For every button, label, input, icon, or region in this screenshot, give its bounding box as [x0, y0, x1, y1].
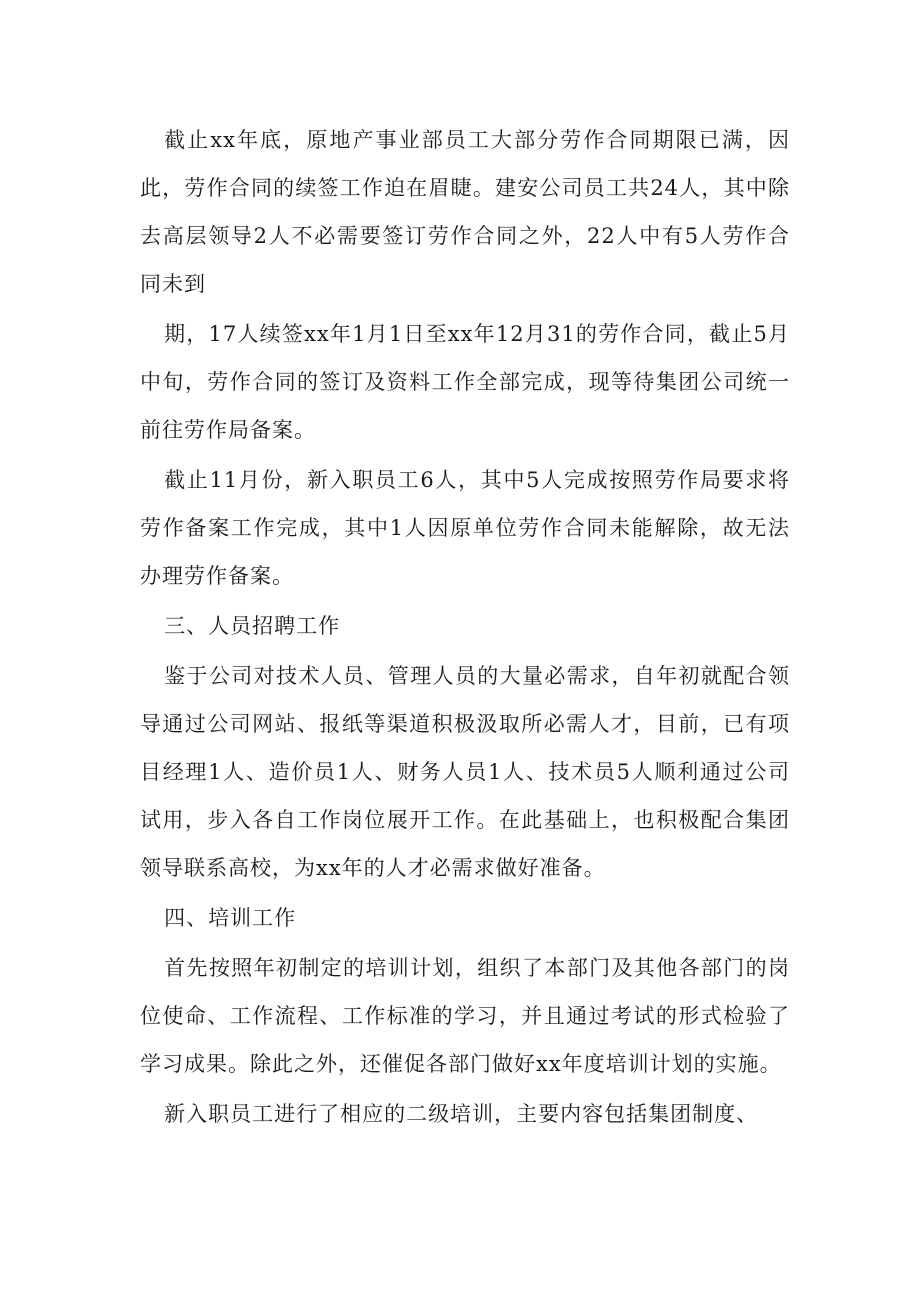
- document-body: [140, 116, 790, 1138]
- paragraph-contract-completion: 期，17人续签xx年1月1日至xx年12月31的劳作合同，截止5月中旬，劳作合同的签订及资料工作全部完成，现等待集团公司统一前往劳作局备案。: [140, 322, 790, 442]
- section-heading-recruitment: 三、人员招聘工作: [164, 614, 341, 638]
- section-heading-training: 四、培训工作: [164, 906, 297, 930]
- paragraph-new-employees: 截止11月份，新入职员工6人，其中5人完成按照劳作局要求将劳作备案工作完成，其中1人因原单位劳作合同未能解除，故无法办理劳作备案。: [140, 468, 790, 588]
- paragraph-recruitment: 鉴于公司对技术人员、管理人员的大量必需求，自年初就配合领导通过公司网站、报纸等渠道积极汲取所必需人才，目前，已有项目经理1人、造价员1人、财务人员1人、技术员5人顺利通过公司试用，步入各自工作岗位展开工作。在此基础上，也积极配合集团领导联系高校，为xx年的人才必需求做好准备。: [140, 664, 790, 880]
- paragraph-training-plan: 首先按照年初制定的培训计划，组织了本部门及其他各部门的岗位使命、工作流程、工作标准的学习，并且通过考试的形式检验了学习成果。除此之外，还催促各部门做好xx年度培训计划的实施。: [140, 956, 790, 1076]
- paragraph-contract-renewal: 截止xx年底，原地产事业部员工大部分劳作合同期限已满，因此，劳作合同的续签工作迫在眉睫。建安公司员工共24人，其中除去高层领导2人不必需要签订劳作合同之外，22人中有5人劳作合同未到: [140, 128, 790, 296]
- paragraph-new-employee-training: 新入职员工进行了相应的二级培训，主要内容包括集团制度、: [164, 1102, 759, 1126]
